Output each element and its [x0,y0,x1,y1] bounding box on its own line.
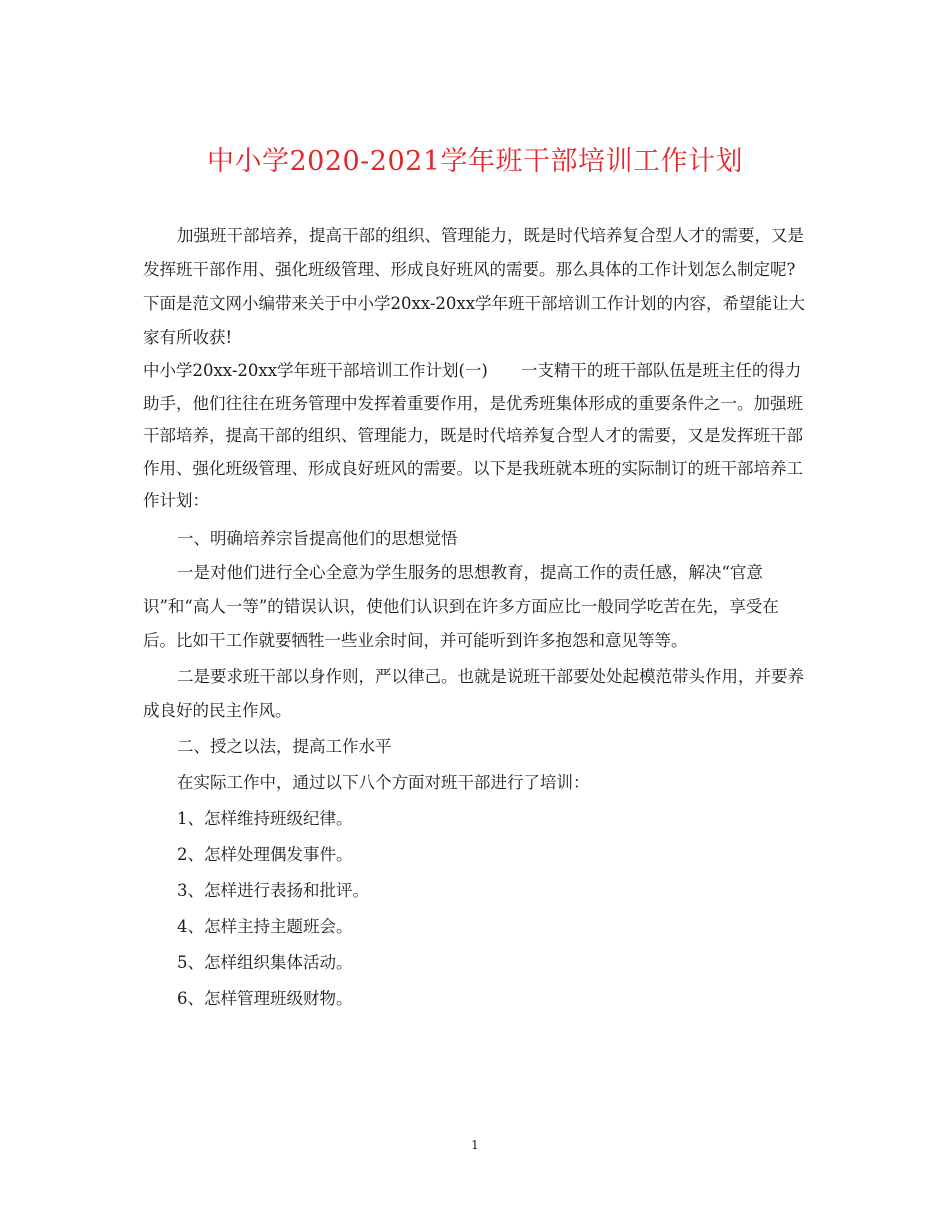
list-item: 4、怎样主持主题班会。 [177,916,353,936]
training-intro-paragraph: 在实际工作中，通过以下八个方面对班干部进行了培训： [177,772,590,792]
list-item: 1、怎样维持班级纪律。 [177,808,353,828]
intro-paragraph: 加强班干部培养，提高干部的组织、管理能力，既是时代培养复合型人才的需要，又是发挥班干部作用、强化班级管理、形成良好班风的需要。那么具体的工作计划怎么制定呢?下面是范文网小编带来关于中小学20xx-20xx学年班干部培训工作计划的内容，希望能让大家有所收获! [143,226,805,347]
list-item: 5、怎样组织集体活动。 [177,952,353,972]
paragraph-point-two: 二是要求班干部以身作则，严以律己。也就是说班干部要处处起模范带头作用，并要养成良好的民主作风。 [143,666,804,720]
section-intro-paragraph: 中小学20xx-20xx学年班干部培训工作计划(一) 一支精干的班干部队伍是班主任的得力助手，他们往往在班务管理中发挥着重要作用，是优秀班集体形成的重要条件之一。加强班干部培养，提高干部的组织、管理能力，既是时代培养复合型人才的需要，又是发挥班干部作用、强化班级管理、形成良好班风的需要。以下是我班就本班的实际制订的班干部培养工作计划： [143,361,803,510]
document-body [143,219,811,1016]
section-heading-two: 二、授之以法，提高工作水平 [177,736,392,756]
document-title: 中小学2020-2021学年班干部培训工作计划 [206,146,744,177]
list-item: 6、怎样管理班级财物。 [177,988,353,1008]
page-number: 1 [471,1138,479,1152]
paragraph-point-one: 一是对他们进行全心全意为学生服务的思想教育，提高工作的责任感，解决“官意识”和“高人一等”的错误认识，使他们认识到在许多方面应比一般同学吃苦在先，享受在后。比如干工作就要牺牲一些业余时间，并可能听到许多抱怨和意见等等。 [143,562,779,650]
list-item: 2、怎样处理偶发事件。 [177,844,353,864]
section-heading-one: 一、明确培养宗旨提高他们的思想觉悟 [177,528,458,548]
list-item: 3、怎样进行表扬和批评。 [177,880,369,900]
